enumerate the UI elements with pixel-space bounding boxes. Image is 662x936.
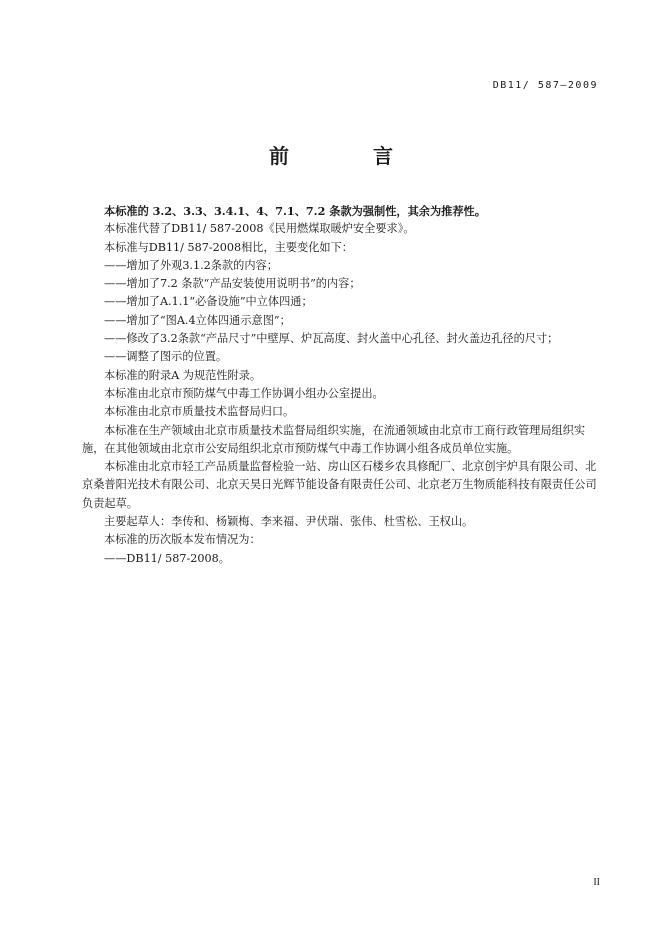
paragraph-appendix: 本标准的附录A 为规范性附录。 (104, 368, 262, 382)
paragraph-proposed-by: 本标准由北京市预防煤气中毒工作协调小组办公室提出。 (104, 386, 384, 400)
change-item: ——增加了A.1.1“必备设施”中立体四通； (104, 295, 313, 309)
change-item: ——修改了3.2条款“产品尺寸”中壁厚、炉瓦高度、封火盖中心孔径、封火盖边孔径的尺寸； (104, 332, 559, 346)
paragraph-replaces: 本标准代替了DB11/ 587-2008《民用燃煤取暖炉安全要求》。 (104, 222, 415, 236)
paragraph-version-history: 本标准的历次版本发布情况为： (104, 533, 261, 547)
paragraph-mandatory-clauses: 本标准的 3.2、3.3、3.4.1、4、7.1、7.2 条款为强制性，其余为推荐性。 (104, 204, 486, 218)
change-item: ——增加了7.2 条款“产品安装使用说明书”的内容； (104, 277, 361, 291)
paragraph-centralized-by: 本标准由北京市质量技术监督局归口。 (104, 405, 295, 419)
page-number: II (593, 877, 600, 888)
paragraph-drafters: 主要起草人：李传和、杨颖梅、李来福、尹伏瑞、张伟、杜雪松、王权山。 (104, 515, 474, 529)
change-item: ——增加了“图A.4立体四通示意图”； (104, 313, 291, 327)
change-item: ——增加了外观3.1.2条款的内容； (104, 258, 278, 272)
change-item: ——调整了图示的位置。 (104, 350, 228, 364)
document-body (82, 202, 602, 568)
paragraph-changes-intro: 本标准与DB11/ 587-2008相比，主要变化如下： (104, 240, 353, 254)
paragraph-drafting-units: 本标准由北京市轻工产品质量监督检验一站、房山区石楼乡农具修配厂、北京创宇炉具有限公司、北京桑普阳光技术有限公司、北京天昊日光辉节能设备有限责任公司、北京老万生物质能科技有限责任公司负责起草。 (82, 460, 597, 510)
standard-code: DB11/ 587—2009 (492, 80, 598, 91)
page-title: 前 言 (269, 144, 425, 168)
version-item: ——DB11/ 587-2008。 (104, 551, 230, 565)
paragraph-implementation: 本标准在生产领域由北京市质量技术监督局组织实施，在流通领域由北京市工商行政管理局组织实施，在其他领域由北京市公安局组织北京市预防煤气中毒工作协调小组各成员单位实施。 (82, 423, 586, 455)
